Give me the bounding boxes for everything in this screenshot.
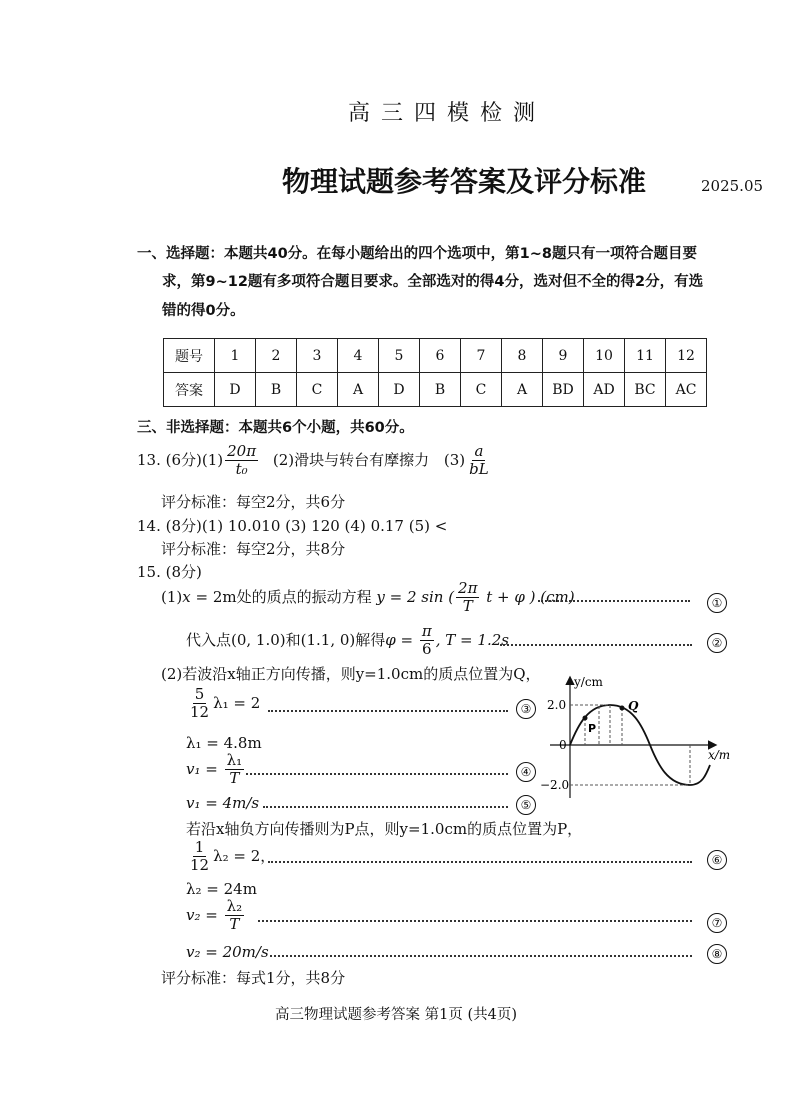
text: 代入点(0, 1.0)和(1.1, 0)解得 bbox=[186, 630, 386, 649]
table-cell: BC bbox=[625, 373, 666, 407]
q13-fraction-1 bbox=[225, 443, 258, 479]
x-axis-label: x/m bbox=[708, 748, 730, 762]
fraction-numerator: π bbox=[421, 622, 432, 640]
table-row bbox=[164, 373, 707, 407]
fraction-denominator: bL bbox=[469, 460, 489, 479]
page-footer: 高三物理试题参考答案 第1页 (共4页) bbox=[275, 1007, 517, 1023]
main-title: 物理试题参考答案及评分标准 bbox=[282, 165, 647, 198]
text: λ₁ = 2 bbox=[213, 693, 261, 712]
table-cell: 2 bbox=[256, 339, 297, 373]
fraction-denominator: 12 bbox=[190, 856, 210, 875]
point-q bbox=[620, 706, 625, 711]
dot-leader bbox=[270, 955, 692, 957]
p-label: P bbox=[588, 722, 597, 735]
equation-mark-1: ① bbox=[707, 593, 727, 613]
fraction-denominator: T bbox=[462, 597, 473, 616]
equation-mark-5: ⑤ bbox=[516, 795, 536, 815]
table-cell: D bbox=[215, 373, 256, 407]
table-cell: 9 bbox=[543, 339, 584, 373]
text: = 2m处的质点的振动方程 bbox=[190, 587, 372, 606]
dot-leader bbox=[263, 806, 508, 808]
dot-leader bbox=[500, 644, 692, 646]
equation-mark-8: ⑧ bbox=[707, 944, 727, 964]
table-cell: 答案 bbox=[164, 373, 215, 407]
section3-heading: 三、非选择题：本题共6个小题，共60分。 bbox=[137, 420, 414, 436]
q14-score: 评分标准：每空2分，共8分 bbox=[161, 540, 346, 558]
q15-line8: 若沿x轴负方向传播则为P点，则y=1.0cm的质点位置为P， bbox=[186, 820, 583, 838]
table-cell: 4 bbox=[338, 339, 379, 373]
table-cell: 3 bbox=[297, 339, 338, 373]
q15-line11 bbox=[186, 898, 246, 934]
q13-fraction-3 bbox=[467, 443, 491, 479]
answer-table bbox=[163, 338, 707, 407]
q13-part3-prefix: (3) bbox=[443, 450, 466, 469]
q15-line7: v₁ = 4m/s bbox=[186, 794, 260, 812]
section1-line3: 错的得0分。 bbox=[162, 303, 245, 319]
equation-mark-7: ⑦ bbox=[707, 913, 727, 933]
equation-mark-2: ② bbox=[707, 633, 727, 653]
equation-mark-6: ⑥ bbox=[707, 850, 727, 870]
table-cell: BD bbox=[543, 373, 584, 407]
table-cell: AD bbox=[584, 373, 625, 407]
fraction-denominator: 6 bbox=[422, 640, 432, 659]
section1-line2: 求，第9~12题有多项符合题目要求。全部选对的得4分，选对但不全的得2分，有选 bbox=[162, 274, 704, 290]
table-cell: 8 bbox=[502, 339, 543, 373]
text: (1) bbox=[161, 587, 183, 606]
fraction-numerator: 1 bbox=[194, 838, 205, 856]
q15-score: 评分标准：每式1分，共8分 bbox=[161, 969, 346, 987]
equation-mark-3: ③ bbox=[516, 699, 536, 719]
text: λ₂ = 2， bbox=[213, 846, 276, 865]
y-bottom-label: −2.0 bbox=[540, 778, 570, 792]
q15-line4 bbox=[186, 686, 260, 722]
dot-leader bbox=[538, 600, 690, 602]
text: x bbox=[182, 587, 191, 606]
table-row bbox=[164, 339, 707, 373]
q15-line3: (2)若波沿x轴正方向传播，则y=1.0cm的质点位置为Q， bbox=[161, 665, 541, 683]
date: 2025.05 bbox=[701, 177, 764, 195]
dot-leader bbox=[268, 861, 692, 863]
table-cell: 10 bbox=[584, 339, 625, 373]
table-cell: AC bbox=[666, 373, 707, 407]
q14-line: 14. (8分)(1) 10.010 (3) 120 (4) 0.17 (5) < bbox=[137, 517, 448, 535]
table-cell: 题号 bbox=[164, 339, 215, 373]
fraction-numerator: λ₂ bbox=[226, 897, 243, 915]
table-cell: 6 bbox=[420, 339, 461, 373]
table-cell: 7 bbox=[461, 339, 502, 373]
table-cell: 11 bbox=[625, 339, 666, 373]
origin-label: 0 bbox=[559, 738, 567, 752]
top-title: 高 三 四 模 检 测 bbox=[348, 101, 537, 126]
table-cell: D bbox=[379, 373, 420, 407]
fraction bbox=[188, 686, 211, 722]
q13-prefix: 13. (6分)(1) bbox=[137, 450, 224, 469]
text: , T = 1.2s bbox=[435, 630, 509, 649]
table-cell: 5 bbox=[379, 339, 420, 373]
fraction-numerator: 5 bbox=[194, 685, 205, 703]
fraction bbox=[225, 752, 245, 788]
q15-title: 15. (8分) bbox=[137, 563, 202, 581]
fraction-denominator: T bbox=[229, 915, 240, 934]
fraction-numerator: 2π bbox=[458, 579, 478, 597]
y-axis-label: y/cm bbox=[574, 675, 603, 689]
text: v₁ = bbox=[186, 759, 223, 778]
text: φ = bbox=[385, 630, 418, 649]
point-p bbox=[583, 716, 588, 721]
table-cell: C bbox=[461, 373, 502, 407]
fraction-denominator: T bbox=[229, 769, 240, 788]
fraction bbox=[188, 839, 211, 875]
fraction bbox=[456, 580, 479, 616]
q15-line1 bbox=[161, 580, 575, 616]
q13-line bbox=[137, 443, 493, 479]
q15-line5: λ₁ = 4.8m bbox=[186, 734, 262, 752]
equation-mark-4: ④ bbox=[516, 762, 536, 782]
fraction bbox=[225, 898, 245, 934]
y-top-label: 2.0 bbox=[547, 698, 567, 712]
table-cell: 1 bbox=[215, 339, 256, 373]
table-cell: B bbox=[420, 373, 461, 407]
q-label: Q bbox=[628, 699, 639, 713]
fraction bbox=[420, 623, 434, 659]
dot-leader bbox=[268, 710, 508, 712]
dot-leader bbox=[258, 920, 692, 922]
text: y = 2 sin ( bbox=[376, 587, 455, 606]
table-cell: A bbox=[502, 373, 543, 407]
q15-line2 bbox=[186, 623, 509, 659]
text: t + φ ) (cm) bbox=[481, 587, 575, 606]
table-cell: C bbox=[297, 373, 338, 407]
wave-graph bbox=[530, 670, 730, 805]
q15-line12: v₂ = 20m/s bbox=[186, 943, 269, 961]
fraction-denominator: t₀ bbox=[235, 460, 248, 479]
q13-score: 评分标准：每空2分，共6分 bbox=[161, 493, 346, 511]
q13-part2: (2)滑块与转台有摩擦力 bbox=[272, 450, 430, 469]
table-cell: A bbox=[338, 373, 379, 407]
table-cell: B bbox=[256, 373, 297, 407]
fraction-denominator: 12 bbox=[190, 703, 210, 722]
q15-line10: λ₂ = 24m bbox=[186, 880, 257, 898]
fraction-numerator: a bbox=[474, 442, 484, 460]
section1-line1: 一、选择题：本题共40分。在每小题给出的四个选项中，第1~8题只有一项符合题目要 bbox=[137, 246, 698, 262]
table-cell: 12 bbox=[666, 339, 707, 373]
q15-line6 bbox=[186, 752, 246, 788]
fraction-numerator: 20π bbox=[227, 442, 257, 460]
text: v₂ = bbox=[186, 905, 223, 924]
fraction-numerator: λ₁ bbox=[226, 751, 243, 769]
q15-line9 bbox=[186, 839, 275, 875]
dot-leader bbox=[246, 773, 508, 775]
